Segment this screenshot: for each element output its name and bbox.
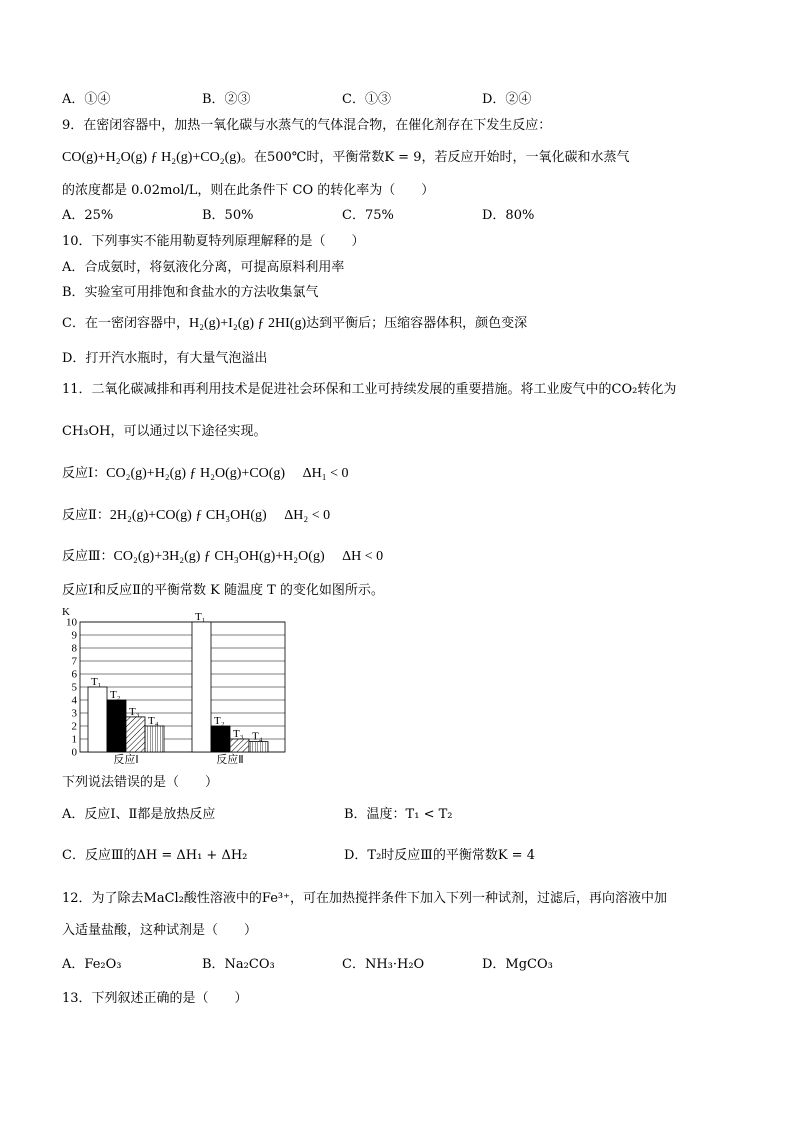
q11-reaction-3-label: 反应Ⅲ： xyxy=(62,549,114,564)
chart-y-tick-label: 0 xyxy=(71,746,77,759)
q8-option-c[interactable]: C．①③ xyxy=(342,92,391,107)
q8-option-d[interactable]: D．②④ xyxy=(482,92,532,107)
q12-option-a[interactable]: A．Fe₂O₃ xyxy=(62,957,122,972)
q11-reaction-3 xyxy=(62,548,383,566)
chart-ylabel: K xyxy=(62,606,70,618)
q9-equation: CO(g)+H₂O(g) ƒ H₂(g)+CO₂(g) xyxy=(62,150,241,165)
q9-option-a[interactable]: A．25% xyxy=(62,208,114,223)
q11-stem-line2: CH₃OH，可以通过以下途径实现。 xyxy=(62,424,267,439)
chart-bar-label: T₂ xyxy=(214,715,225,727)
chart-category-label: 反应Ⅰ xyxy=(113,754,139,764)
q11-reaction-2 xyxy=(62,507,330,525)
chart-bar-label: T₄ xyxy=(148,715,159,727)
chart-y-tick-label: 10 xyxy=(66,616,77,629)
q12-stem-line2: 入适量盐酸，这种试剂是（ ） xyxy=(62,923,258,938)
chart-y-tick-label: 5 xyxy=(71,681,77,694)
chart-bar-label: T₁ xyxy=(195,611,206,623)
q9-option-c[interactable]: C．75% xyxy=(342,208,394,223)
chart-bar xyxy=(211,726,230,752)
q11-reaction-1-label: 反应Ⅰ： xyxy=(62,466,107,481)
q11-stem-line1: 11．二氧化碳减排和再利用技术是促进社会环保和工业可持续发展的重要措施。将工业废气中的CO₂转化为 xyxy=(62,382,677,397)
q9-option-d[interactable]: D．80% xyxy=(482,208,535,223)
chart-y-tick-label: 8 xyxy=(71,642,77,655)
q9-condition: 。在500℃时，平衡常数K = 9，若反应开始时，一氧化碳和水蒸气 xyxy=(240,150,630,165)
chart-y-tick-label: 3 xyxy=(71,707,77,720)
chart-bar xyxy=(107,700,126,752)
q11-options-row2 xyxy=(62,847,626,865)
q9-stem: 9．在密闭容器中，加热一氧化碳与水蒸气的气体混合物，在催化剂存在下发生反应： xyxy=(62,118,552,133)
chart-bars xyxy=(88,611,268,752)
q9-options xyxy=(62,207,622,225)
chart-y-tick-label: 4 xyxy=(71,694,77,707)
q9-option-b[interactable]: B．50% xyxy=(202,208,254,223)
q10-option-c-suffix: 达到平衡后；压缩容器体积，颜色变深 xyxy=(306,316,528,331)
chart-y-tick-label: 6 xyxy=(71,668,77,681)
chart-category-label: 反应Ⅱ xyxy=(216,754,244,764)
chart-bar xyxy=(126,717,145,752)
k-temperature-bar-chart xyxy=(60,606,300,764)
q11-reaction-2-label: 反应Ⅱ： xyxy=(62,508,110,523)
q12-option-c[interactable]: C．NH₃·H₂O xyxy=(342,957,425,972)
q10-option-c-prefix: C．在一密闭容器中， xyxy=(62,316,189,331)
q12-options xyxy=(62,956,622,974)
q11-reaction-1 xyxy=(62,465,349,483)
q10-stem: 10．下列事实不能用勒夏特列原理解释的是（ ） xyxy=(62,234,365,249)
chart-bar xyxy=(145,726,164,752)
q10-option-b[interactable]: B．实验室可用排饱和食盐水的方法收集氯气 xyxy=(62,285,319,300)
q10-option-d[interactable]: D．打开汽水瓶时，有大量气泡溢出 xyxy=(62,351,268,366)
chart-bar-label: T₁ xyxy=(91,676,102,688)
q11-reaction-3-equation: CO₂(g)+3H₂(g) ƒ CH₃OH(g)+H₂O(g) ΔH < 0 xyxy=(113,549,384,564)
q11-option-b[interactable]: B．温度：T₁ < T₂ xyxy=(344,807,453,822)
q8-option-b[interactable]: B．②③ xyxy=(202,92,251,107)
q9-equation-line xyxy=(62,149,629,167)
q11-description: 反应Ⅰ和反应Ⅱ的平衡常数 K 随温度 T 的变化如图所示。 xyxy=(62,583,384,598)
q10-option-c[interactable] xyxy=(62,315,527,333)
q12-stem-line1: 12．为了除去MaCl₂酸性溶液中的Fe³⁺，可在加热搅拌条件下加入下列一种试剂，过滤后，再向溶液中加 xyxy=(62,891,667,906)
chart-categories xyxy=(113,752,243,764)
chart-bar xyxy=(230,739,249,752)
chart-y-tick-label: 7 xyxy=(71,655,77,668)
q13-stem: 13．下列叙述正确的是（ ） xyxy=(62,991,248,1006)
q8-option-a[interactable]: A．①④ xyxy=(62,92,111,107)
q11-option-d[interactable]: D．T₂时反应Ⅲ的平衡常数K = 4 xyxy=(344,848,535,863)
q10-option-c-equation: H₂(g)+I₂(g) ƒ 2HI(g) xyxy=(188,316,307,331)
q9-continuation: 的浓度都是 0.02mol/L，则在此条件下 CO 的转化率为（ ） xyxy=(62,183,435,198)
chart-y-tick-label: 2 xyxy=(71,720,77,733)
q12-option-d[interactable]: D．MgCO₃ xyxy=(482,957,553,972)
chart-bar-label: T₂ xyxy=(110,689,121,701)
q11-reaction-1-equation: CO₂(g)+H₂(g) ƒ H₂O(g)+CO(g) ΔH₁ < 0 xyxy=(106,466,349,481)
q11-option-c[interactable]: C．反应Ⅲ的ΔH = ΔH₁ + ΔH₂ xyxy=(62,848,248,863)
chart-bar-label: T₃ xyxy=(233,728,244,740)
q11-reaction-2-equation: 2H₂(g)+CO(g) ƒ CH₃OH(g) ΔH₂ < 0 xyxy=(109,508,331,523)
q11-option-a[interactable]: A．反应Ⅰ、Ⅱ都是放热反应 xyxy=(62,807,216,822)
q8-options xyxy=(62,91,622,109)
q11-options-row1 xyxy=(62,806,626,824)
chart-bar xyxy=(192,622,211,752)
q11-question: 下列说法错误的是（ ） xyxy=(62,775,219,790)
chart-bar-label: T₃ xyxy=(129,705,140,718)
q12-option-b[interactable]: B．Na₂CO₃ xyxy=(202,957,275,972)
chart-bar xyxy=(249,742,268,752)
chart-bar xyxy=(88,687,107,752)
chart-y-ticks xyxy=(66,617,78,759)
chart-y-tick-label: 9 xyxy=(71,629,77,642)
chart-y-tick-label: 1 xyxy=(71,733,77,746)
chart-bar-label: T₄ xyxy=(252,730,263,743)
q10-option-a[interactable]: A．合成氨时，将氨液化分离，可提高原料利用率 xyxy=(62,260,345,275)
